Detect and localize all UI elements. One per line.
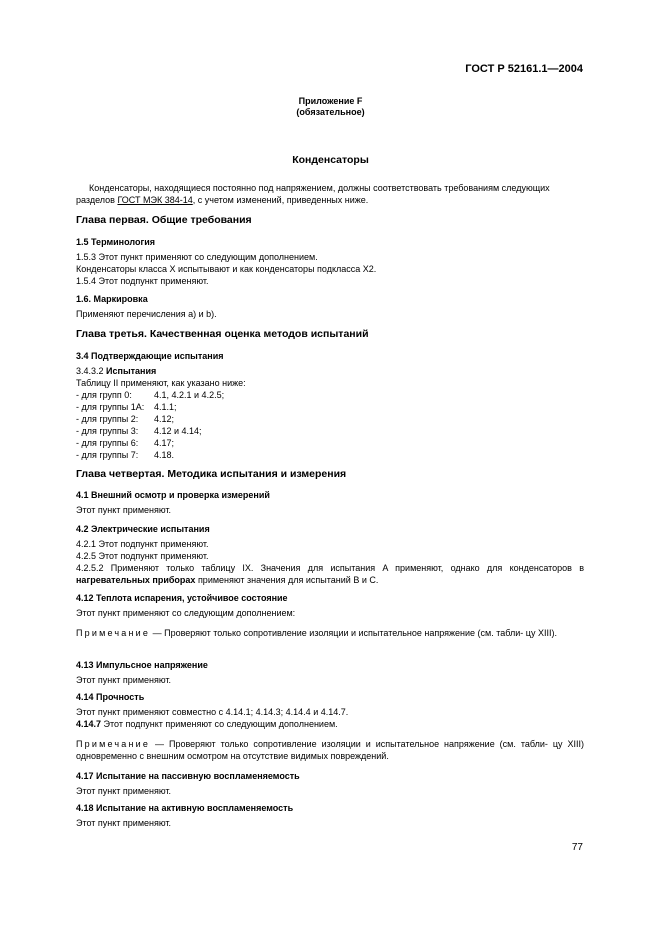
intro-suffix: , с учетом изменений, приведенных ниже. — [192, 195, 369, 205]
group-row — [76, 425, 202, 437]
group-value: 4.12 и 4.14; — [154, 426, 202, 436]
s4-17-line-1: Этот пункт применяют. — [76, 786, 172, 796]
intro-line-1: Конденсаторы, находящиеся постоянно под напряжением, должны соответствовать требованиям следующих — [89, 183, 550, 193]
section-heading-4-17: 4.17 Испытание на пассивную воспламеняемость — [76, 771, 300, 781]
chapter-heading-1: Глава первая. Общие требования — [76, 214, 252, 226]
s4-12-note — [76, 627, 584, 639]
s4-18-line-1: Этот пункт применяют. — [76, 818, 172, 828]
note-label: Примечание — [76, 628, 151, 638]
s4-2-5-2-rest: применяют значения для испытаний B и C. — [195, 575, 379, 585]
appendix-subtitle: (обязательное) — [296, 107, 365, 117]
heating-appliances-term: нагревательных приборах — [76, 575, 196, 585]
s4-14-7-text: Этот подпункт применяют со следующим дополнением. — [101, 719, 338, 729]
group-row — [76, 413, 174, 425]
document-id: ГОСТ Р 52161.1—2004 — [465, 63, 583, 75]
section-heading-4-1: 4.1 Внешний осмотр и проверка измерений — [76, 490, 270, 500]
note-label: Примечание — [76, 739, 151, 749]
s4-13-line-1: Этот пункт применяют. — [76, 675, 172, 685]
s1-5-line-2: Конденсаторы класса X испытывают и как конденсаторы подкласса X2. — [76, 264, 377, 274]
group-row — [76, 449, 174, 461]
s3-4-3-2-number: 3.4.3.2 — [76, 366, 107, 376]
group-label: - для групп 0: — [76, 390, 132, 400]
s4-2-5-2-text: 4.2.5.2 Применяют только таблицу IX. Значения для испытания A применяют, однако для конденсаторов в — [76, 563, 584, 573]
s4-2-5-2-paragraph — [76, 562, 584, 586]
s4-2-line-2: 4.2.5 Этот подпункт применяют. — [76, 551, 209, 561]
appendix-title: Приложение F — [298, 96, 363, 106]
s4-14-7-number: 4.14.7 — [76, 719, 102, 729]
page-number: 77 — [571, 842, 583, 853]
group-label: - для группы 7: — [76, 450, 139, 460]
section-heading-1-6: 1.6. Маркировка — [76, 294, 148, 304]
s4-1-line-1: Этот пункт применяют. — [76, 505, 172, 515]
group-value: 4.18. — [154, 450, 175, 460]
group-row — [76, 389, 224, 401]
s3-4-3-2-heading — [76, 365, 156, 377]
note-text: — Проверяют только сопротивление изоляции и испытательное напряжение (см. табли- — [150, 739, 548, 749]
s1-6-line-1: Применяют перечисления a) и b). — [76, 309, 217, 319]
intro-line-2 — [76, 194, 368, 206]
s1-5-line-1: 1.5.3 Этот пункт применяют со следующим дополнением. — [76, 252, 318, 262]
section-heading-4-12: 4.12 Теплота испарения, устойчивое состояние — [76, 593, 288, 603]
standard-link[interactable]: ГОСТ МЭК 384-14 — [117, 195, 193, 205]
note-continuation: цу XIII). — [525, 628, 557, 638]
s3-4-3-2-title: Испытания — [106, 366, 157, 376]
group-row — [76, 437, 174, 449]
group-value: 4.12; — [154, 414, 175, 424]
group-label: - для группы 3: — [76, 426, 139, 436]
s4-14-line-1: Этот пункт применяют совместно с 4.14.1; 4.14.3; 4.14.4 и 4.14.7. — [76, 707, 349, 717]
section-heading-4-18: 4.18 Испытание на активную воспламеняемость — [76, 803, 294, 813]
s3-4-intro: Таблицу II применяют, как указано ниже: — [76, 378, 246, 388]
chapter-heading-3: Глава третья. Качественная оценка методов испытаний — [76, 328, 369, 340]
note-continuation: цу XIII) одновременно с внешним осмотром на отсутствие видимых повреждений. — [76, 739, 584, 761]
s4-14-7-line — [76, 718, 338, 730]
group-value: 4.1, 4.2.1 и 4.2.5; — [154, 390, 225, 400]
group-label: - для группы 2: — [76, 414, 139, 424]
page-title: Конденсаторы — [292, 154, 369, 166]
chapter-heading-4: Глава четвертая. Методика испытания и измерения — [76, 468, 347, 480]
group-value: 4.1.1; — [154, 402, 177, 412]
group-label: - для группы 6: — [76, 438, 139, 448]
s4-14-note — [76, 738, 584, 762]
group-value: 4.17; — [154, 438, 175, 448]
section-heading-4-13: 4.13 Импульсное напряжение — [76, 660, 208, 670]
s1-5-line-3: 1.5.4 Этот подпункт применяют. — [76, 276, 209, 286]
section-heading-3-4: 3.4 Подтверждающие испытания — [76, 351, 224, 361]
s4-2-line-1: 4.2.1 Этот подпункт применяют. — [76, 539, 209, 549]
note-text: — Проверяют только сопротивление изоляции и испытательное напряжение (см. табли- — [150, 628, 524, 638]
section-heading-1-5: 1.5 Терминология — [76, 237, 155, 247]
section-heading-4-14: 4.14 Прочность — [76, 692, 145, 702]
intro-prefix: разделов — [76, 195, 118, 205]
section-heading-4-2: 4.2 Электрические испытания — [76, 524, 210, 534]
s4-12-line-1: Этот пункт применяют со следующим дополнением: — [76, 608, 296, 618]
group-row — [76, 401, 177, 413]
group-label: - для группы 1A: — [76, 402, 145, 412]
